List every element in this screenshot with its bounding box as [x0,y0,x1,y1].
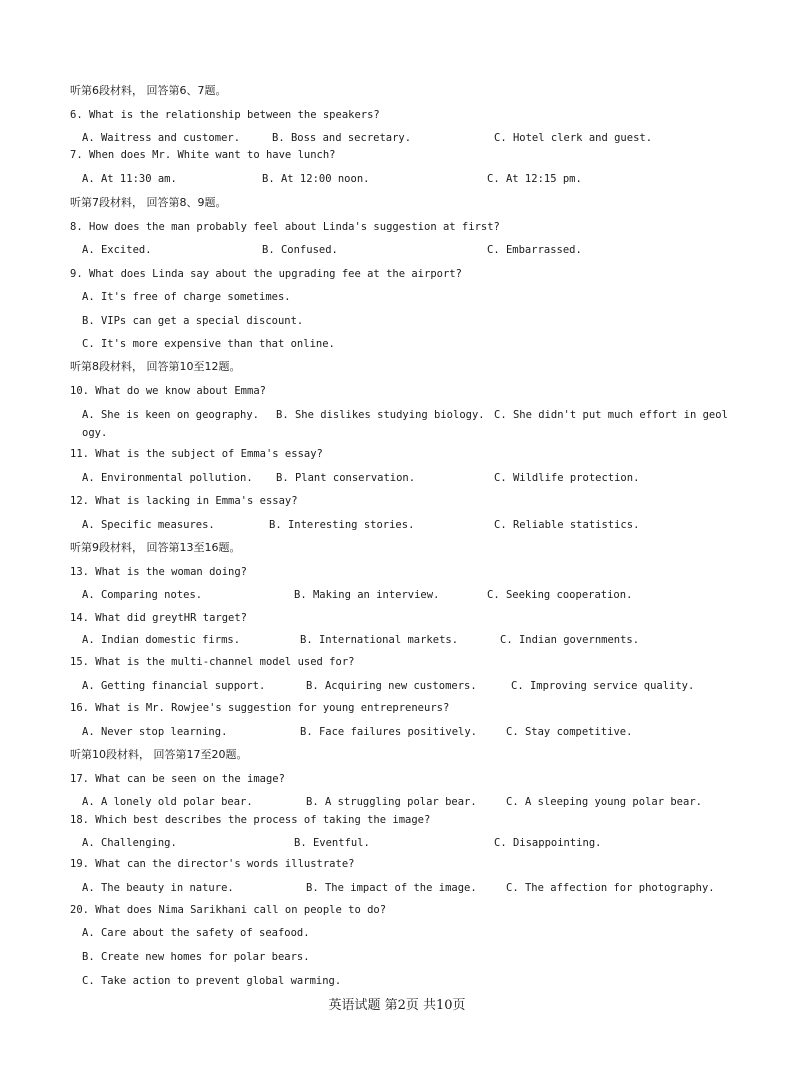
q10-option-c-continued: ogy. [82,427,108,439]
q14-option-c: C. Indian governments. [500,634,640,646]
q16-option-c: C. Stay competitive. [506,726,633,738]
q16-option-a: A. Never stop learning. [82,726,228,738]
q6-option-b: B. Boss and secretary. [272,132,412,144]
q13-option-b: B. Making an interview. [294,589,440,601]
q12-option-a: A. Specific measures. [82,519,215,531]
q11-option-b: B. Plant conservation. [276,472,416,484]
q14-option-a: A. Indian domestic firms. [82,634,241,646]
q15-option-a: A. Getting financial support. [82,680,266,692]
question-14: 14. What did greytHR target? [70,612,248,624]
question-10: 10. What do we know about Emma? [70,385,266,397]
q16-option-b: B. Face failures positively. [300,726,478,738]
q8-option-b: B. Confused. [262,244,338,256]
question-9: 9. What does Linda say about the upgrading fee at the airport? [70,268,462,280]
section-header-7: 听第7段材料， 回答第8、9题。 [70,196,227,209]
question-11: 11. What is the subject of Emma's essay? [70,448,323,460]
section-header-8: 听第8段材料， 回答第10至12题。 [70,360,241,373]
q18-option-c: C. Disappointing. [494,837,602,849]
q20-option-c: C. Take action to prevent global warming. [82,975,342,987]
question-17: 17. What can be seen on the image? [70,773,285,785]
q9-option-c: C. It's more expensive than that online. [82,338,335,350]
q20-option-a: A. Care about the safety of seafood. [82,927,310,939]
section-header-10: 听第10段材料， 回答第17至20题。 [70,748,248,761]
question-18: 18. Which best describes the process of taking the image? [70,814,431,826]
q19-option-b: B. The impact of the image. [306,882,477,894]
q11-option-c: C. Wildlife protection. [494,472,640,484]
q10-option-b: B. She dislikes studying biology. [276,409,485,421]
q15-option-c: C. Improving service quality. [511,680,695,692]
q17-option-c: C. A sleeping young polar bear. [506,796,702,808]
section-header-9: 听第9段材料， 回答第13至16题。 [70,541,241,554]
section-header-6: 听第6段材料， 回答第6、7题。 [70,84,227,97]
q8-option-c: C. Embarrassed. [487,244,582,256]
q19-option-c: C. The affection for photography. [506,882,715,894]
q10-option-a: A. She is keen on geography. [82,409,260,421]
page-footer: 英语试题 第2页 共10页 [328,998,466,1013]
q19-option-a: A. The beauty in nature. [82,882,234,894]
q7-option-c: C. At 12:15 pm. [487,173,582,185]
q12-option-c: C. Reliable statistics. [494,519,640,531]
question-20: 20. What does Nima Sarikhani call on people to do? [70,904,387,916]
q18-option-a: A. Challenging. [82,837,177,849]
q6-option-a: A. Waitress and customer. [82,132,241,144]
q13-option-c: C. Seeking cooperation. [487,589,633,601]
q17-option-a: A. A lonely old polar bear. [82,796,253,808]
question-16: 16. What is Mr. Rowjee's suggestion for young entrepreneurs? [70,702,450,714]
question-19: 19. What can the director's words illustrate? [70,858,355,870]
q8-option-a: A. Excited. [82,244,152,256]
question-15: 15. What is the multi-channel model used for? [70,656,355,668]
question-8: 8. How does the man probably feel about Linda's suggestion at first? [70,221,500,233]
q18-option-b: B. Eventful. [294,837,370,849]
q7-option-b: B. At 12:00 noon. [262,173,370,185]
q15-option-b: B. Acquiring new customers. [306,680,477,692]
question-7: 7. When does Mr. White want to have lunch? [70,149,336,161]
q17-option-b: B. A struggling polar bear. [306,796,477,808]
question-6: 6. What is the relationship between the speakers? [70,109,380,121]
q12-option-b: B. Interesting stories. [269,519,415,531]
q7-option-a: A. At 11:30 am. [82,173,177,185]
q14-option-b: B. International markets. [300,634,459,646]
q13-option-a: A. Comparing notes. [82,589,203,601]
question-12: 12. What is lacking in Emma's essay? [70,495,298,507]
q9-option-b: B. VIPs can get a special discount. [82,315,304,327]
q10-option-c: C. She didn't put much effort in geol [494,409,728,421]
q11-option-a: A. Environmental pollution. [82,472,253,484]
q6-option-c: C. Hotel clerk and guest. [494,132,653,144]
q20-option-b: B. Create new homes for polar bears. [82,951,310,963]
question-13: 13. What is the woman doing? [70,566,248,578]
q9-option-a: A. It's free of charge sometimes. [82,291,291,303]
